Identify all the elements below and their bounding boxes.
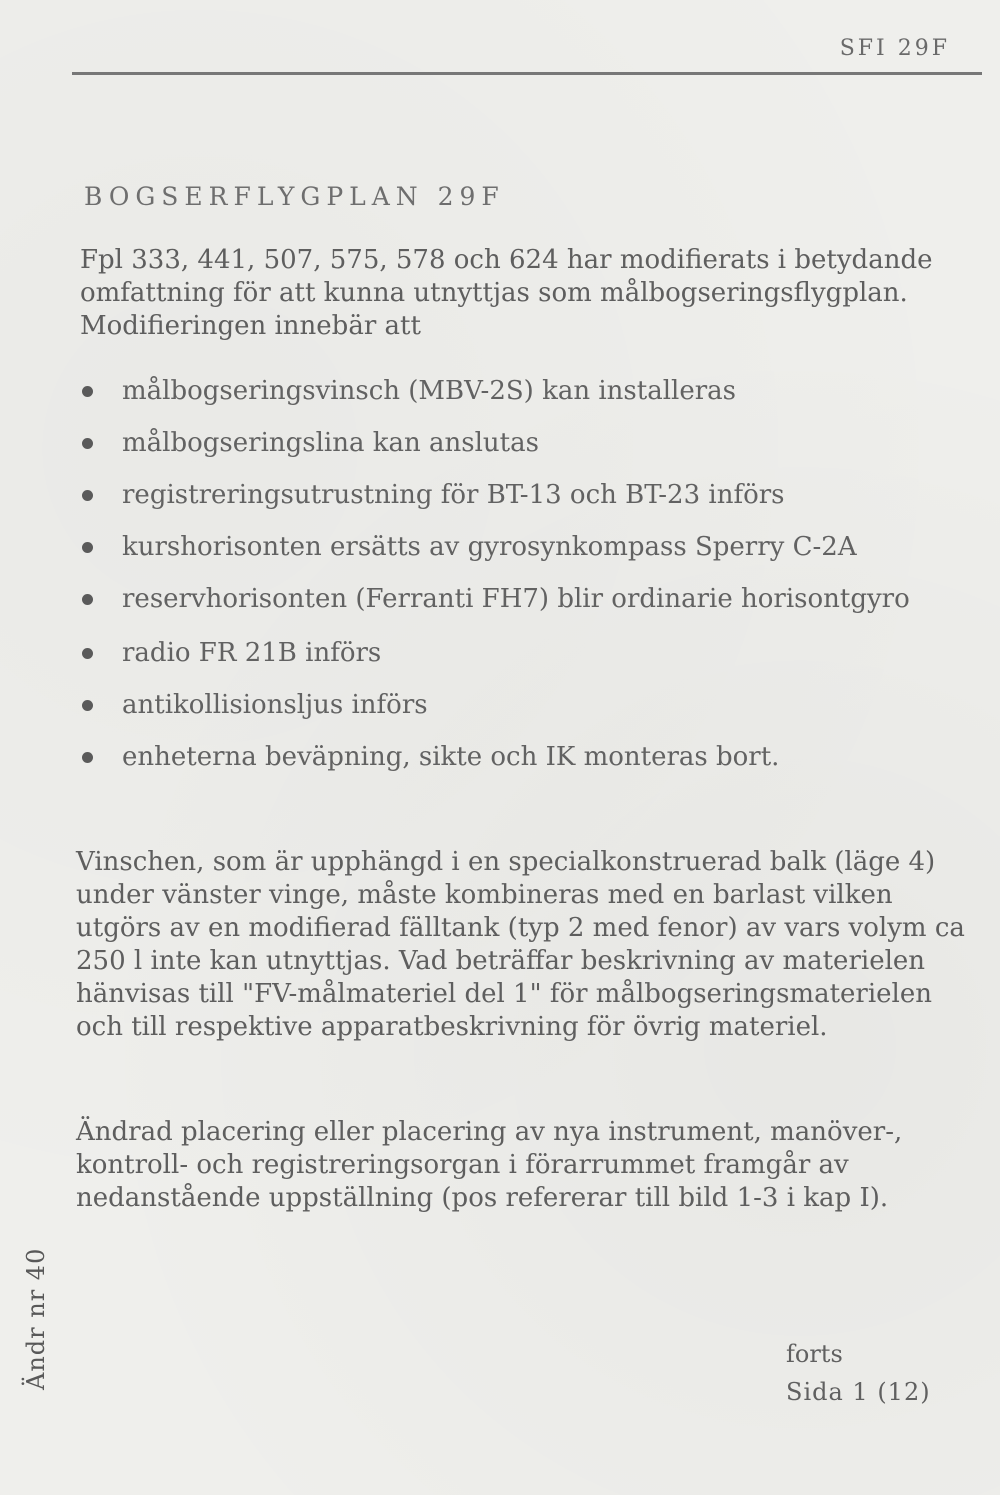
- header-rule: [72, 72, 982, 75]
- list-item: [80, 428, 980, 458]
- list-item: [80, 376, 980, 406]
- list-item: [80, 532, 980, 562]
- list-item-text: kurshorisonten ersätts av gyrosynkompass Sperry C-2A: [122, 532, 857, 562]
- list-item: [80, 690, 980, 720]
- bullet-icon: [82, 594, 93, 605]
- bullet-icon: [82, 700, 93, 711]
- bullet-icon: [82, 542, 93, 553]
- intro-paragraph: Fpl 333, 441, 507, 575, 578 och 624 har modifierats i betydande omfattning för att kunna utnyttjas som målbogseringsflygplan. Modifieringen innebär att: [80, 245, 933, 341]
- list-item: [80, 638, 980, 668]
- list-item: [80, 584, 980, 614]
- document-code: SFI 29F: [839, 36, 950, 61]
- list-item: [80, 742, 980, 772]
- list-item-text: registreringsutrustning för BT-13 och BT-23 införs: [122, 480, 785, 510]
- page-number: Sida 1 (12): [786, 1378, 931, 1406]
- continued-label: forts: [786, 1340, 843, 1368]
- list-item-text: målbogseringsvinsch (MBV-2S) kan installeras: [122, 376, 736, 406]
- list-item-text: reservhorisonten (Ferranti FH7) blir ordinarie horisontgyro: [122, 584, 910, 614]
- list-item: [80, 480, 980, 510]
- list-item-text: enheterna beväpning, sikte och IK monteras bort.: [122, 742, 780, 772]
- document-title: BOGSERFLYGPLAN 29F: [84, 182, 505, 211]
- list-item-text: antikollisionsljus införs: [122, 690, 428, 720]
- list-item-text: målbogseringslina kan anslutas: [122, 428, 539, 458]
- bullet-icon: [82, 752, 93, 763]
- modification-list: [80, 376, 980, 794]
- bullet-icon: [82, 490, 93, 501]
- bullet-icon: [82, 648, 93, 659]
- bullet-icon: [82, 386, 93, 397]
- list-item-text: radio FR 21B införs: [122, 638, 382, 668]
- winch-paragraph: Vinschen, som är upphängd i en specialkonstruerad balk (läge 4) under vänster vinge, måste kombineras med en barlast vilken utgörs av en modifierad fälltank (typ 2 med fenor) av vars volym ca 250 l inte kan utnyttjas. Vad beträffar beskrivning av materielen hänvisas till "FV-målmateriel del 1" för målbogseringsmaterielen och till respektive apparatbeskrivning för övrig materiel.: [76, 847, 965, 1042]
- instrument-placement-paragraph: Ändrad placering eller placering av nya instrument, manöver-, kontroll- och registreringsorgan i förarrummet framgår av nedanstående uppställning (pos refererar till bild 1-3 i kap I).: [76, 1117, 903, 1213]
- bullet-icon: [82, 438, 93, 449]
- revision-note: Ändr nr 40: [22, 1247, 50, 1390]
